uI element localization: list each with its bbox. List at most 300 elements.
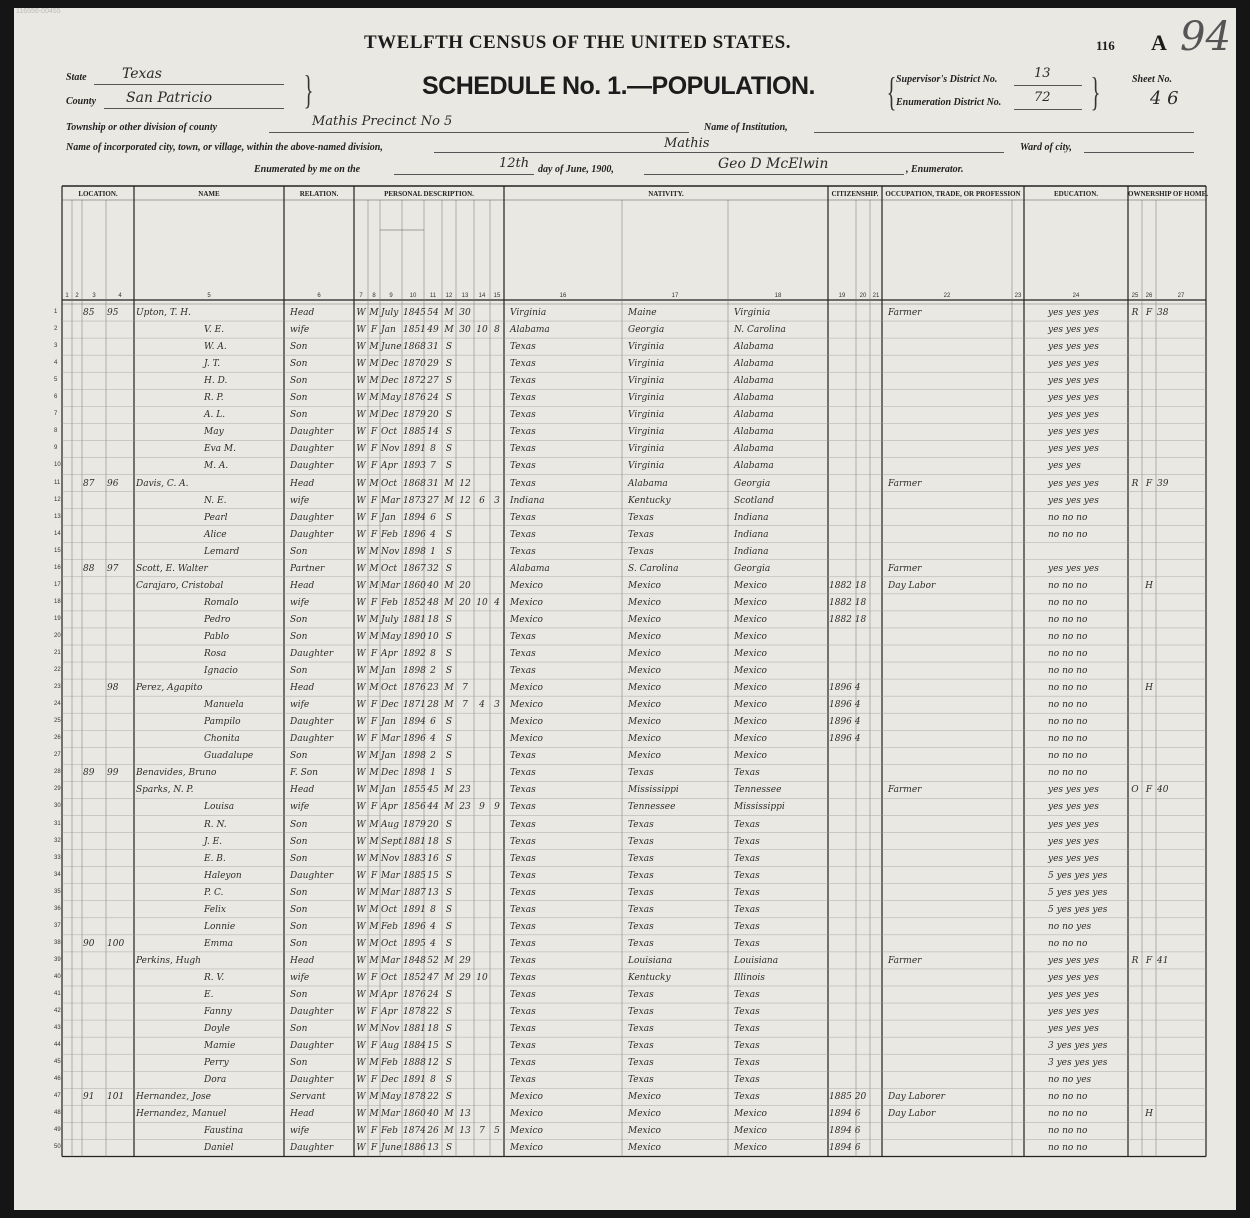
cell-ed: no no no bbox=[1048, 1109, 1088, 1120]
group-heading-9: OWNERSHIP OF HOME. bbox=[1128, 190, 1209, 198]
cell-yr: 1876 bbox=[403, 683, 426, 694]
column-number: 2 bbox=[75, 293, 79, 299]
cell-liv: 3 bbox=[494, 700, 500, 711]
row-number: 2 bbox=[54, 326, 58, 333]
cell-yr: 1879 bbox=[403, 410, 426, 421]
cell-rel: Daughter bbox=[290, 444, 334, 455]
column-number: 24 bbox=[1072, 293, 1080, 299]
cell-sex: M bbox=[369, 1024, 379, 1035]
cell-rel: Son bbox=[290, 990, 308, 1000]
cell-race: W bbox=[356, 870, 366, 881]
cell-name: Felix bbox=[204, 904, 226, 915]
cell-race: W bbox=[356, 1007, 366, 1018]
cell-bpf: Virginia bbox=[628, 376, 665, 387]
cell-bpf: Mexico bbox=[628, 700, 661, 711]
cell-mar: M bbox=[444, 1126, 454, 1137]
cell-sex: M bbox=[369, 393, 379, 404]
row-number: 25 bbox=[54, 718, 61, 725]
cell-ed: yes yes yes bbox=[1048, 819, 1099, 830]
cell-name: Romalo bbox=[204, 597, 239, 608]
cell-bpf: Mexico bbox=[628, 1126, 661, 1137]
cell-age: 13 bbox=[427, 887, 439, 898]
cell-age: 10 bbox=[427, 631, 439, 642]
cell-sex: M bbox=[369, 342, 379, 353]
cell-liv: 8 bbox=[494, 325, 500, 336]
cell-bp: Mexico bbox=[510, 1143, 543, 1154]
cell-occ: Farmer bbox=[888, 308, 922, 318]
cell-name: E. B. bbox=[204, 853, 226, 864]
cell-age: 54 bbox=[427, 308, 439, 318]
cell-race: W bbox=[356, 938, 366, 949]
cell-ed: yes yes yes bbox=[1048, 444, 1099, 455]
row-number: 30 bbox=[54, 803, 61, 810]
cell-dw: 85 bbox=[83, 308, 95, 318]
row-number: 26 bbox=[54, 735, 61, 742]
cell-bpm: Alabama bbox=[734, 427, 774, 438]
cell-mon: Dec bbox=[381, 376, 399, 387]
cell-sex: M bbox=[369, 853, 379, 864]
column-number: 22 bbox=[943, 293, 951, 299]
cell-sch: 41 bbox=[1157, 955, 1169, 966]
cell-race: W bbox=[356, 666, 366, 677]
cell-bp: Texas bbox=[510, 478, 536, 489]
cell-bpf: Texas bbox=[628, 529, 654, 540]
cell-mar: M bbox=[444, 478, 454, 489]
cell-yr: 1898 bbox=[403, 751, 426, 762]
cell-bpm: Mexico bbox=[734, 1109, 767, 1120]
cell-ed: yes yes yes bbox=[1048, 1007, 1099, 1018]
cell-mon: Oct bbox=[381, 683, 398, 694]
cell-bp: Texas bbox=[510, 802, 536, 813]
cell-yr: 1871 bbox=[403, 700, 426, 711]
cell-bpf: Mexico bbox=[628, 734, 661, 745]
cell-age: 4 bbox=[430, 734, 436, 745]
cell-mon: Jan bbox=[381, 325, 396, 336]
census-title: TWELFTH CENSUS OF THE UNITED STATES. bbox=[364, 32, 791, 53]
cell-yrs: 12 bbox=[459, 478, 471, 489]
cell-bp: Indiana bbox=[510, 495, 545, 506]
cell-yr: 1896 bbox=[403, 734, 426, 745]
cell-mon: July bbox=[381, 308, 399, 318]
cell-own: O bbox=[1131, 785, 1139, 796]
cell-bpf: Mexico bbox=[628, 631, 661, 642]
cell-yr: 1852 bbox=[403, 597, 426, 608]
cell-mar: M bbox=[444, 700, 454, 711]
cell-name: Doyle bbox=[204, 1024, 230, 1035]
cell-bp: Mexico bbox=[510, 700, 543, 711]
township-value: Mathis Precinct No 5 bbox=[312, 114, 453, 129]
cell-race: W bbox=[356, 580, 366, 591]
cell-name: Chonita bbox=[204, 734, 240, 745]
cell-race: W bbox=[356, 921, 366, 932]
cell-age: 27 bbox=[427, 376, 439, 387]
cell-mar: S bbox=[445, 393, 453, 404]
cell-rel: Daughter bbox=[290, 649, 334, 659]
group-heading-7: OCCUPATION, TRADE, OR PROFESSION bbox=[885, 190, 1021, 198]
cell-moth: 6 bbox=[479, 495, 485, 506]
sheet-value: 4 6 bbox=[1150, 88, 1179, 109]
cell-rel: Head bbox=[290, 683, 315, 694]
brace-right: { bbox=[886, 69, 897, 114]
cell-bp: Texas bbox=[510, 955, 536, 966]
cell-bpm: Texas bbox=[734, 1007, 760, 1018]
cell-yrs: 20 bbox=[459, 580, 471, 591]
cell-age: 24 bbox=[427, 990, 439, 1000]
census-table bbox=[14, 8, 1236, 1210]
cell-age: 20 bbox=[427, 410, 439, 421]
cell-yr: 1876 bbox=[403, 393, 426, 404]
cell-age: 2 bbox=[430, 751, 436, 762]
row-number: 28 bbox=[54, 769, 61, 776]
cell-bpm: Mexico bbox=[734, 1143, 767, 1154]
cell-dw: 91 bbox=[83, 1092, 95, 1103]
cell-rel: Son bbox=[290, 342, 308, 353]
cell-age: 40 bbox=[427, 580, 439, 591]
cell-sex: M bbox=[369, 376, 379, 387]
cell-mon: Oct bbox=[381, 478, 398, 489]
cell-yrs: 7 bbox=[462, 683, 468, 694]
cell-rel: Son bbox=[290, 836, 308, 847]
cell-rel: Daughter bbox=[290, 1007, 334, 1018]
cell-mar: S bbox=[445, 904, 453, 915]
cell-liv: 5 bbox=[494, 1126, 500, 1137]
enumeration-label: Enumeration District No. bbox=[896, 97, 1002, 108]
cell-moth: 9 bbox=[479, 802, 485, 813]
cell-rel: Son bbox=[290, 359, 308, 370]
cell-ed: yes yes yes bbox=[1048, 785, 1099, 796]
row-number: 6 bbox=[54, 394, 58, 401]
cell-rel: Son bbox=[290, 410, 308, 421]
cell-age: 32 bbox=[427, 563, 439, 574]
cell-bpm: Indiana bbox=[734, 546, 769, 557]
cell-bpf: Texas bbox=[628, 1058, 654, 1069]
cell-race: W bbox=[356, 478, 366, 489]
cell-age: 23 bbox=[427, 683, 439, 694]
cell-bp: Mexico bbox=[510, 1092, 543, 1103]
cell-bpf: Kentucky bbox=[628, 972, 671, 983]
cell-race: W bbox=[356, 1092, 366, 1103]
cell-ed: no no no bbox=[1048, 580, 1088, 591]
group-heading-6: CITIZENSHIP. bbox=[831, 190, 879, 198]
cell-bp: Alabama bbox=[510, 563, 550, 574]
cell-mon: Nov bbox=[381, 444, 400, 455]
institution-label: Name of Institution, bbox=[704, 122, 788, 133]
cell-yrs: 29 bbox=[459, 972, 471, 983]
cell-bpm: Mexico bbox=[734, 700, 767, 711]
cell-mar: S bbox=[445, 1041, 453, 1052]
cell-yr: 1868 bbox=[403, 478, 426, 489]
stamp-number: 94 bbox=[1180, 14, 1231, 60]
cell-bp: Texas bbox=[510, 546, 536, 557]
cell-mon: Dec bbox=[381, 359, 399, 370]
cell-mon: Jan bbox=[381, 717, 396, 728]
cell-name: Benavides, Bruno bbox=[136, 768, 217, 779]
cell-dw: 89 bbox=[83, 768, 95, 779]
cell-ed: yes yes yes bbox=[1048, 410, 1099, 421]
cell-yr: 1881 bbox=[403, 836, 426, 847]
cell-ed: no no no bbox=[1048, 614, 1088, 625]
row-number: 22 bbox=[54, 667, 61, 674]
row-number: 40 bbox=[54, 973, 61, 980]
cell-bpm: Illinois bbox=[734, 972, 765, 983]
township-label: Township or other division of county bbox=[66, 122, 218, 133]
cell-race: W bbox=[356, 1058, 366, 1069]
cell-yr: 1879 bbox=[403, 819, 426, 830]
cell-age: 27 bbox=[427, 495, 439, 506]
cell-bpm: Texas bbox=[734, 921, 760, 932]
cell-bpf: Mexico bbox=[628, 1109, 661, 1120]
cell-ed: no no no bbox=[1048, 734, 1088, 745]
cell-mar: M bbox=[444, 972, 454, 983]
cell-race: W bbox=[356, 972, 366, 983]
cell-ed: 5 yes yes yes bbox=[1048, 870, 1108, 881]
cell-ed: yes yes yes bbox=[1048, 955, 1099, 966]
cell-sex: F bbox=[370, 734, 378, 745]
cell-ed: yes yes yes bbox=[1048, 972, 1099, 983]
cell-rel: wife bbox=[290, 700, 310, 711]
cell-bp: Texas bbox=[510, 1075, 536, 1086]
row-number: 3 bbox=[54, 343, 58, 350]
cell-mon: Jan bbox=[381, 512, 396, 523]
cell-mar: S bbox=[445, 444, 453, 455]
cell-bp: Mexico bbox=[510, 597, 543, 608]
cell-fam: 96 bbox=[107, 478, 119, 489]
cell-yr: 1894 bbox=[403, 512, 426, 523]
cell-age: 1 bbox=[430, 546, 436, 557]
cell-yr: 1878 bbox=[403, 1007, 426, 1018]
cell-bp: Texas bbox=[510, 990, 536, 1000]
cell-bp: Virginia bbox=[510, 308, 547, 318]
column-number: 4 bbox=[118, 293, 122, 299]
cell-name: W. A. bbox=[204, 342, 227, 353]
cell-mar: S bbox=[445, 836, 453, 847]
cell-bp: Texas bbox=[510, 785, 536, 796]
cell-bp: Texas bbox=[510, 631, 536, 642]
row-number: 24 bbox=[54, 701, 61, 708]
cell-race: W bbox=[356, 308, 366, 318]
cell-yr: 1888 bbox=[403, 1058, 426, 1069]
cell-bp: Texas bbox=[510, 666, 536, 677]
cell-mon: June bbox=[381, 342, 402, 353]
cell-mar: S bbox=[445, 938, 453, 949]
cell-sex: M bbox=[369, 1092, 379, 1103]
cell-mar: S bbox=[445, 751, 453, 762]
enumeration-value: 72 bbox=[1034, 90, 1051, 105]
cell-race: W bbox=[356, 597, 366, 608]
cell-mon: Feb bbox=[381, 1058, 398, 1069]
cell-name: P. C. bbox=[204, 887, 224, 898]
cell-name: Perkins, Hugh bbox=[136, 955, 201, 966]
cell-name: Faustina bbox=[204, 1126, 244, 1137]
cell-mon: Apr bbox=[381, 990, 398, 1000]
enumerated-day: 12th bbox=[499, 156, 530, 171]
cell-race: W bbox=[356, 836, 366, 847]
cell-imm: 1882 18 bbox=[829, 580, 867, 591]
cell-mon: Apr bbox=[381, 461, 398, 472]
cell-rel: Servant bbox=[290, 1092, 326, 1103]
cell-bp: Texas bbox=[510, 461, 536, 472]
cell-mar: S bbox=[445, 631, 453, 642]
cell-yr: 1891 bbox=[403, 444, 426, 455]
cell-bpm: Mexico bbox=[734, 717, 767, 728]
cell-sex: M bbox=[369, 359, 379, 370]
cell-mar: S bbox=[445, 376, 453, 387]
cell-bpf: Texas bbox=[628, 887, 654, 898]
cell-race: W bbox=[356, 410, 366, 421]
cell-sex: M bbox=[369, 904, 379, 915]
cell-sex: M bbox=[369, 955, 379, 966]
cell-race: W bbox=[356, 376, 366, 387]
cell-sex: M bbox=[369, 1109, 379, 1120]
cell-yrs: 30 bbox=[459, 325, 471, 336]
cell-sex: F bbox=[370, 325, 378, 336]
row-number: 38 bbox=[54, 939, 61, 946]
cell-age: 4 bbox=[430, 921, 436, 932]
cell-ed: no no no bbox=[1048, 1092, 1088, 1103]
cell-occ: Farmer bbox=[888, 478, 922, 489]
cell-mon: Feb bbox=[381, 921, 398, 932]
cell-bpf: Virginia bbox=[628, 410, 665, 421]
cell-yrs: 30 bbox=[459, 308, 471, 318]
sheet-letter: A bbox=[1151, 30, 1167, 55]
cell-mar: M bbox=[444, 955, 454, 966]
cell-yr: 1868 bbox=[403, 342, 426, 353]
cell-bp: Texas bbox=[510, 938, 536, 949]
cell-rel: Son bbox=[290, 853, 308, 864]
cell-ed: no no no bbox=[1048, 700, 1088, 711]
cell-mar: S bbox=[445, 1024, 453, 1035]
cell-age: 18 bbox=[427, 614, 439, 625]
cell-bpm: Scotland bbox=[734, 495, 775, 506]
cell-bpm: Mexico bbox=[734, 649, 767, 659]
cell-rel: wife bbox=[290, 1126, 310, 1137]
cell-bp: Mexico bbox=[510, 683, 543, 694]
cell-yr: 1872 bbox=[403, 376, 426, 387]
cell-rel: wife bbox=[290, 597, 310, 608]
row-number: 19 bbox=[54, 615, 61, 622]
cell-name: N. E. bbox=[204, 495, 227, 506]
cell-name: E. bbox=[204, 990, 214, 1000]
cell-farm: H bbox=[1145, 580, 1153, 591]
group-heading-1: LOCATION. bbox=[78, 190, 118, 198]
cell-yr: 1898 bbox=[403, 546, 426, 557]
cell-yrs: 20 bbox=[459, 597, 471, 608]
cell-race: W bbox=[356, 819, 366, 830]
cell-sex: F bbox=[370, 597, 378, 608]
cell-ed: yes yes yes bbox=[1048, 495, 1099, 506]
cell-race: W bbox=[356, 751, 366, 762]
cell-sex: M bbox=[369, 819, 379, 830]
cell-bp: Texas bbox=[510, 410, 536, 421]
cell-yr: 1856 bbox=[403, 802, 426, 813]
cell-bpf: Mexico bbox=[628, 649, 661, 659]
cell-ed: yes yes yes bbox=[1048, 1024, 1099, 1035]
cell-name: Daniel bbox=[204, 1143, 234, 1154]
cell-age: 6 bbox=[430, 512, 436, 523]
cell-age: 8 bbox=[430, 904, 436, 915]
cell-bpf: S. Carolina bbox=[628, 563, 679, 574]
cell-yr: 1883 bbox=[403, 853, 426, 864]
cell-bpm: Alabama bbox=[734, 410, 774, 421]
cell-yrs: 29 bbox=[459, 955, 471, 966]
cell-age: 26 bbox=[427, 1126, 439, 1137]
film-code: 116556-00455 bbox=[16, 8, 61, 15]
row-number: 33 bbox=[54, 854, 61, 861]
row-number: 16 bbox=[54, 564, 61, 571]
cell-race: W bbox=[356, 853, 366, 864]
cell-sex: M bbox=[369, 546, 379, 557]
cell-yr: 1881 bbox=[403, 614, 426, 625]
cell-bpf: Virginia bbox=[628, 444, 665, 455]
column-number: 11 bbox=[429, 293, 437, 299]
column-number: 13 bbox=[461, 293, 469, 299]
cell-mar: M bbox=[444, 495, 454, 506]
row-number: 4 bbox=[54, 360, 58, 367]
cell-name: A. L. bbox=[204, 410, 226, 421]
cell-rel: Son bbox=[290, 666, 308, 677]
cell-mon: Aug bbox=[381, 1041, 400, 1052]
sheet-label: Sheet No. bbox=[1132, 74, 1172, 85]
cell-bp: Mexico bbox=[510, 1126, 543, 1137]
cell-race: W bbox=[356, 1126, 366, 1137]
cell-race: W bbox=[356, 734, 366, 745]
cell-ed: yes yes yes bbox=[1048, 342, 1099, 353]
cell-yrs: 23 bbox=[459, 802, 471, 813]
cell-name: J. E. bbox=[204, 836, 223, 847]
cell-ed: no no no bbox=[1048, 768, 1088, 779]
cell-bpf: Texas bbox=[628, 921, 654, 932]
cell-bp: Texas bbox=[510, 512, 536, 523]
schedule-title: SCHEDULE No. 1.—POPULATION. bbox=[422, 72, 816, 100]
cell-name: Perez, Agapito bbox=[136, 683, 203, 694]
cell-rel: Daughter bbox=[290, 529, 334, 540]
cell-occ: Farmer bbox=[888, 563, 922, 574]
cell-bpf: Texas bbox=[628, 870, 654, 881]
column-number: 7 bbox=[359, 293, 363, 299]
cell-sex: M bbox=[369, 836, 379, 847]
cell-sex: F bbox=[370, 649, 378, 659]
group-heading-5: NATIVITY. bbox=[648, 190, 684, 198]
column-number: 21 bbox=[872, 293, 880, 299]
cell-mon: July bbox=[381, 614, 399, 625]
cell-bpm: Texas bbox=[734, 1092, 760, 1103]
cell-moth: 10 bbox=[476, 597, 488, 608]
cell-sex: F bbox=[370, 1041, 378, 1052]
cell-mon: Jan bbox=[381, 751, 396, 762]
cell-bpm: Texas bbox=[734, 768, 760, 779]
cell-age: 48 bbox=[427, 597, 439, 608]
cell-rel: Son bbox=[290, 546, 308, 557]
cell-age: 8 bbox=[430, 649, 436, 659]
group-heading-2: NAME bbox=[198, 190, 220, 198]
cell-occ: Day Labor bbox=[888, 580, 936, 591]
cell-rel: wife bbox=[290, 325, 310, 336]
cell-age: 52 bbox=[427, 955, 439, 966]
cell-mon: Jan bbox=[381, 785, 396, 796]
cell-bpf: Texas bbox=[628, 990, 654, 1000]
cell-mon: Mar bbox=[381, 580, 400, 591]
cell-sex: M bbox=[369, 614, 379, 625]
cell-name: Fanny bbox=[204, 1007, 232, 1018]
cell-sex: M bbox=[369, 308, 379, 318]
cell-bp: Texas bbox=[510, 529, 536, 540]
cell-name: Pampilo bbox=[204, 717, 241, 728]
cell-sch: 40 bbox=[1157, 785, 1169, 796]
supervisor-value: 13 bbox=[1034, 66, 1051, 81]
cell-name: Lemard bbox=[204, 546, 240, 557]
cell-dw: 90 bbox=[83, 938, 95, 949]
cell-bpf: Virginia bbox=[628, 461, 665, 472]
